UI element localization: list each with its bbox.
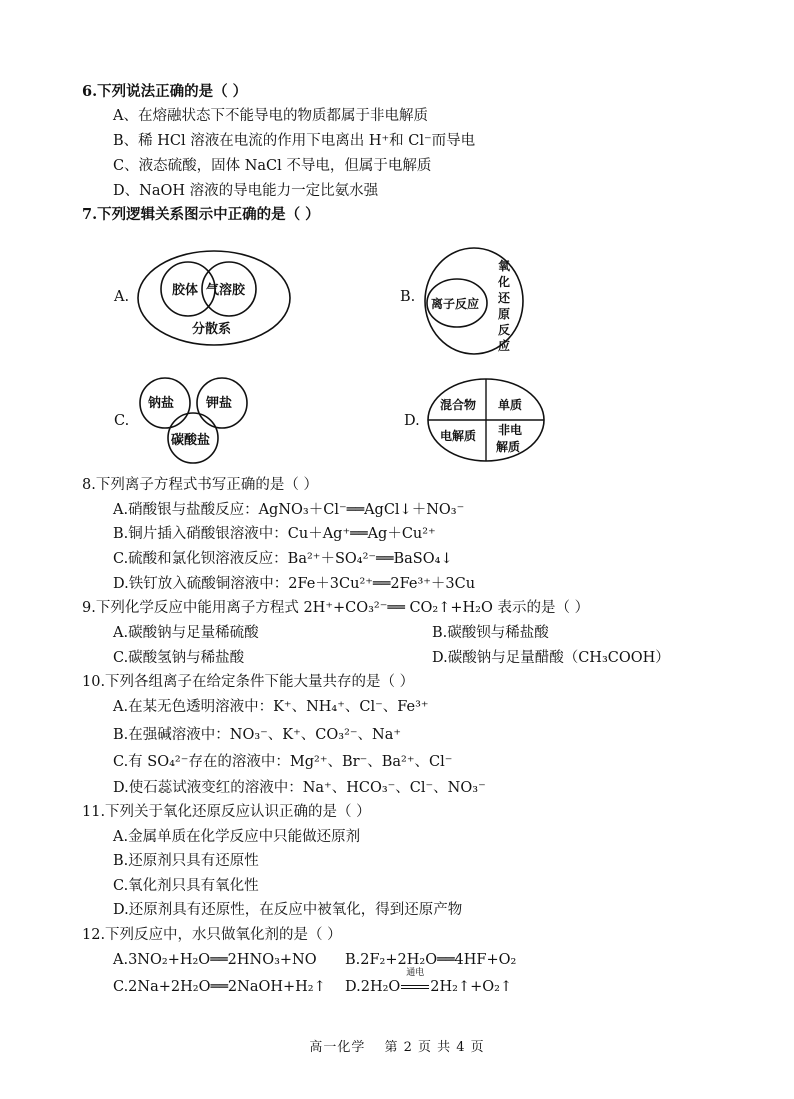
q12-option-c: C.2Na+2H₂O══2NaOH+H₂↑ — [113, 979, 326, 995]
q7-c-label: C. — [114, 413, 130, 429]
q10-option-c: C.有 SO₄²⁻存在的溶液中：Mg²⁺、Br⁻、Ba²⁺、Cl⁻ — [113, 754, 453, 770]
q7-d-electrolyte-label: 电解质 — [440, 429, 477, 443]
q7-b-ionic-label: 离子反应 — [431, 297, 480, 311]
q10-option-b: B.在强碱溶液中：NO₃⁻、K⁺、CO₃²⁻、Na⁺ — [113, 727, 402, 743]
q9-stem: 9.下列化学反应中能用离子方程式 2H⁺+CO₃²⁻══ CO₂↑+H₂O 表示的是（ ） — [82, 600, 590, 616]
q7-b-redox-char: 反 — [498, 323, 511, 337]
q8-option-c: C.硫酸和氯化钡溶液反应：Ba²⁺＋SO₄²⁻══BaSO₄↓ — [113, 551, 453, 567]
q12-option-b: B.2F₂+2H₂O══4HF+O₂ — [345, 952, 517, 968]
q7-b-redox-char: 化 — [498, 275, 511, 289]
q7-b-redox-char: 还 — [498, 291, 511, 305]
q7-a-label: A. — [114, 289, 130, 305]
q8-option-d: D.铁钉放入硫酸铜溶液中：2Fe＋3Cu²⁺══2Fe³⁺＋3Cu — [113, 576, 476, 592]
q6-option-b: B、稀 HCl 溶液在电流的作用下电离出 H⁺和 Cl⁻而导电 — [113, 133, 476, 149]
q6-stem: 6.下列说法正确的是（ ） — [82, 83, 248, 100]
q7-d-nonelectrolyte-label: 解质 — [496, 440, 521, 454]
q9-option-c: C.碳酸氢钠与稀盐酸 — [113, 650, 245, 666]
q6-option-a: A、在熔融状态下不能导电的物质都属于非电解质 — [113, 108, 428, 124]
q12-option-d-reactant: D.2H₂O — [345, 979, 401, 995]
q8-option-a: A.硝酸银与盐酸反应：AgNO₃＋Cl⁻══AgCl↓＋NO₃⁻ — [113, 502, 465, 518]
q11-option-a: A.金属单质在化学反应中只能做还原剂 — [113, 829, 361, 845]
q7-b-redox-char: 氧 — [498, 259, 511, 273]
q7-d-mixture-label: 混合物 — [440, 398, 477, 412]
q11-option-c: C.氧化剂只具有氧化性 — [113, 878, 259, 894]
q11-stem: 11.下列关于氧化还原反应认识正确的是（ ） — [82, 804, 371, 820]
q11-option-b: B.还原剂只具有还原性 — [113, 853, 259, 869]
q7-b-redox-char: 原 — [498, 307, 511, 321]
q7-d-nonelectrolyte-label: 非电 — [498, 423, 523, 437]
q7-d-element-label: 单质 — [498, 398, 523, 412]
q12-option-a: A.3NO₂+H₂O══2HNO₃+NO — [113, 952, 317, 968]
q9-option-a: A.碳酸钠与足量稀硫酸 — [113, 625, 259, 641]
q7-a-colloid-label: 胶体 — [172, 283, 199, 298]
q12-option-d — [345, 968, 513, 997]
q8-option-b: B.铜片插入硝酸银溶液中：Cu＋Ag⁺══Ag＋Cu²⁺ — [113, 526, 436, 542]
q7-b-label: B. — [400, 289, 416, 305]
q10-option-d: D.使石蕊试液变红的溶液中：Na⁺、HCO₃⁻、Cl⁻、NO₃⁻ — [113, 780, 486, 796]
q10-option-a: A.在某无色透明溶液中：K⁺、NH₄⁺、Cl⁻、Fe³⁺ — [113, 699, 429, 715]
q7-a-aerosol-label: 气溶胶 — [206, 283, 246, 298]
q7-diagram-c — [134, 374, 258, 468]
q7-diagram-d — [426, 377, 546, 467]
q6-option-d: D、NaOH 溶液的导电能力一定比氨水强 — [113, 183, 379, 199]
q7-a-dispersion-label: 分散系 — [192, 322, 232, 337]
q7-d-label: D. — [404, 413, 420, 429]
q9-option-b: B.碳酸钡与稀盐酸 — [432, 625, 549, 641]
q10-stem: 10.下列各组离子在给定条件下能大量共存的是（ ） — [82, 674, 415, 690]
q7-diagram-a — [136, 249, 292, 351]
q12-option-d-products: 2H₂↑+O₂↑ — [430, 979, 513, 995]
q7-c-potassium-label: 钾盐 — [206, 396, 233, 411]
q8-stem: 8.下列离子方程式书写正确的是（ ） — [82, 477, 318, 493]
page-footer: 高一化学 第 2 页 共 4 页 — [309, 1040, 485, 1055]
q7-c-sodium-label: 钠盐 — [148, 396, 175, 411]
q7-b-redox-char: 应 — [498, 339, 511, 353]
q11-option-d: D.还原剂具有还原性，在反应中被氧化，得到还原产物 — [113, 902, 463, 918]
q7-stem: 7.下列逻辑关系图示中正确的是（ ） — [82, 206, 320, 223]
q6-option-c: C、液态硫酸，固体 NaCl 不导电，但属于电解质 — [113, 158, 432, 174]
q7-diagram-b — [424, 246, 528, 360]
q12-option-d-condition: 通电 — [406, 968, 425, 978]
q12-stem: 12.下列反应中，水只做氧化剂的是（ ） — [82, 927, 342, 943]
q12-option-d-condition-arrow — [400, 968, 430, 997]
q9-option-d: D.碳酸钠与足量醋酸（CH₃COOH） — [432, 650, 670, 666]
q7-c-carbonate-label: 碳酸盐 — [171, 433, 211, 448]
